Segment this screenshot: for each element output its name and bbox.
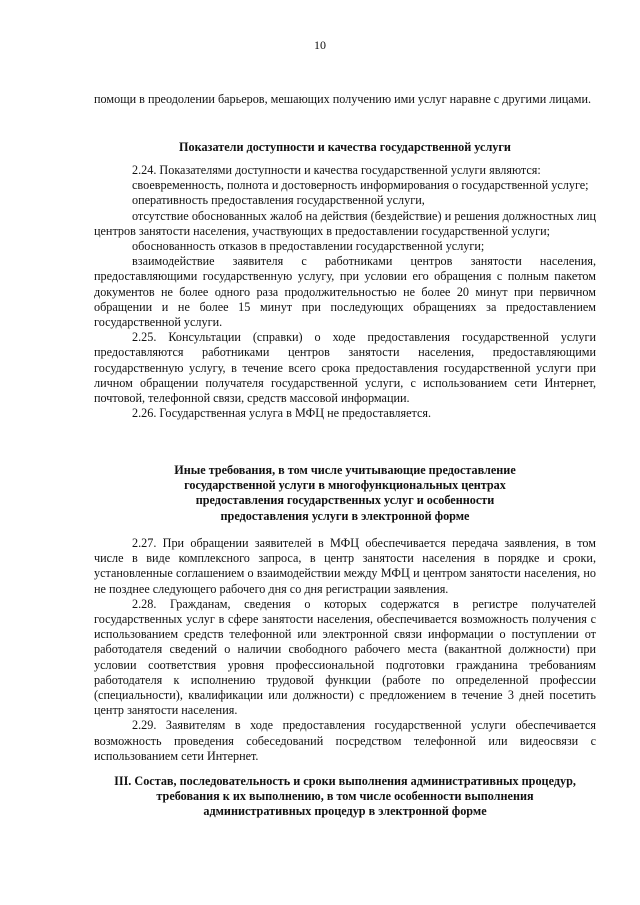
intro-text [94, 92, 596, 107]
heading-line: III. Состав, последовательность и сроки выполнения административных процедур, [114, 774, 576, 788]
paragraph-refusals: обоснованность отказов в предоставлении государственной услуги; [132, 239, 485, 254]
heading-line: Иные требования, в том числе учитывающие предоставление [174, 463, 516, 477]
paragraph-2-25: 2.25. Консультации (справки) о ходе предоставления государственной услуги предоставляются работниками центров занятости населения, предоставляющими государственную услугу, в течение всего срока предоставления государственной услуги при личном обращении получателя государственной услуги, с использованием сети Интернет, почтовой, телефонной связи, средств массовой информации. [94, 330, 596, 406]
heading-line: государственной услуги в многофункциональных центрах [184, 478, 506, 493]
paragraph-2-24: 2.24. Показателями доступности и качества государственной услуги являются: [132, 163, 541, 177]
paragraph-2-28: 2.28. Гражданам, сведения о которых содержатся в регистре получателей государственных услуг в сфере занятости населения, обеспечивается возможность получения с использованием средств телефонной или электронной связи информации о поступлении от работодателя сведений о наличии свободного рабочего места (вакантной должности) при условии соответствия уровня профессиональной подготовки гражданина требованиям работодателя к исполнению трудовой функции (работе по определенной профессии (специальности), квалификации или должности) с предложением в течение 3 дней посетить центр занятости населения. [94, 596, 596, 718]
paragraph-2-29: 2.29. Заявителям в ходе предоставления государственной услуги обеспечивается возможность проведения собеседований посредством телефонной или видеосвязи с использованием сети Интернет. [94, 718, 596, 763]
paragraph-interaction: взаимодействие заявителя с работниками центров занятости населения, предоставляющими государственную услугу, при условии его обращения с полным пакетом документов не более одного раза продолжительностью не более 20 минут при первичном обращении и не более 15 минут при последующих обращениях за предоставлением государственной услуги. [94, 254, 596, 330]
section-other-requirements-body [94, 536, 596, 764]
page-number: 10 [314, 38, 326, 52]
paragraph-2-26: 2.26. Государственная услуга в МФЦ не предоставляется. [132, 406, 432, 421]
paragraph-2-27: 2.27. При обращении заявителей в МФЦ обеспечивается передача заявления, в том числе в виде комплексного запроса, в центр занятости населения в порядке и сроки, установленные соглашением о взаимодействии между МФЦ и центром занятости населения, но не позднее следующего рабочего дня со дня регистрации заявления. [94, 536, 596, 596]
chapter-heading-iii [94, 774, 596, 820]
heading-line: предоставления государственных услуг и особенности [195, 493, 495, 508]
paragraph-timeliness: своевременность, полнота и достоверность информирования о государственной услуге; [132, 178, 589, 193]
paragraph-efficiency: оперативность предоставления государственной услуги, [132, 193, 425, 208]
heading-line: административных процедур в электронной форме [203, 804, 487, 819]
section-accessibility-body [94, 163, 596, 421]
section-heading-other-requirements [94, 463, 596, 524]
paragraph-no-complaints: отсутствие обоснованных жалоб на действия (бездействие) и решения должностных лиц центров занятости населения, участвующих в предоставлении государственной услуги; [94, 208, 596, 238]
section-heading-accessibility [94, 140, 596, 155]
intro-paragraph: помощи в преодолении барьеров, мешающих получению ими услуг наравне с другими лицами. [94, 92, 592, 106]
heading-line: требования к их выполнению, в том числе особенности выполнения [156, 789, 534, 804]
heading-line: предоставления услуги в электронной форме [220, 508, 470, 523]
heading-line: Показатели доступности и качества государственной услуги [179, 140, 511, 154]
